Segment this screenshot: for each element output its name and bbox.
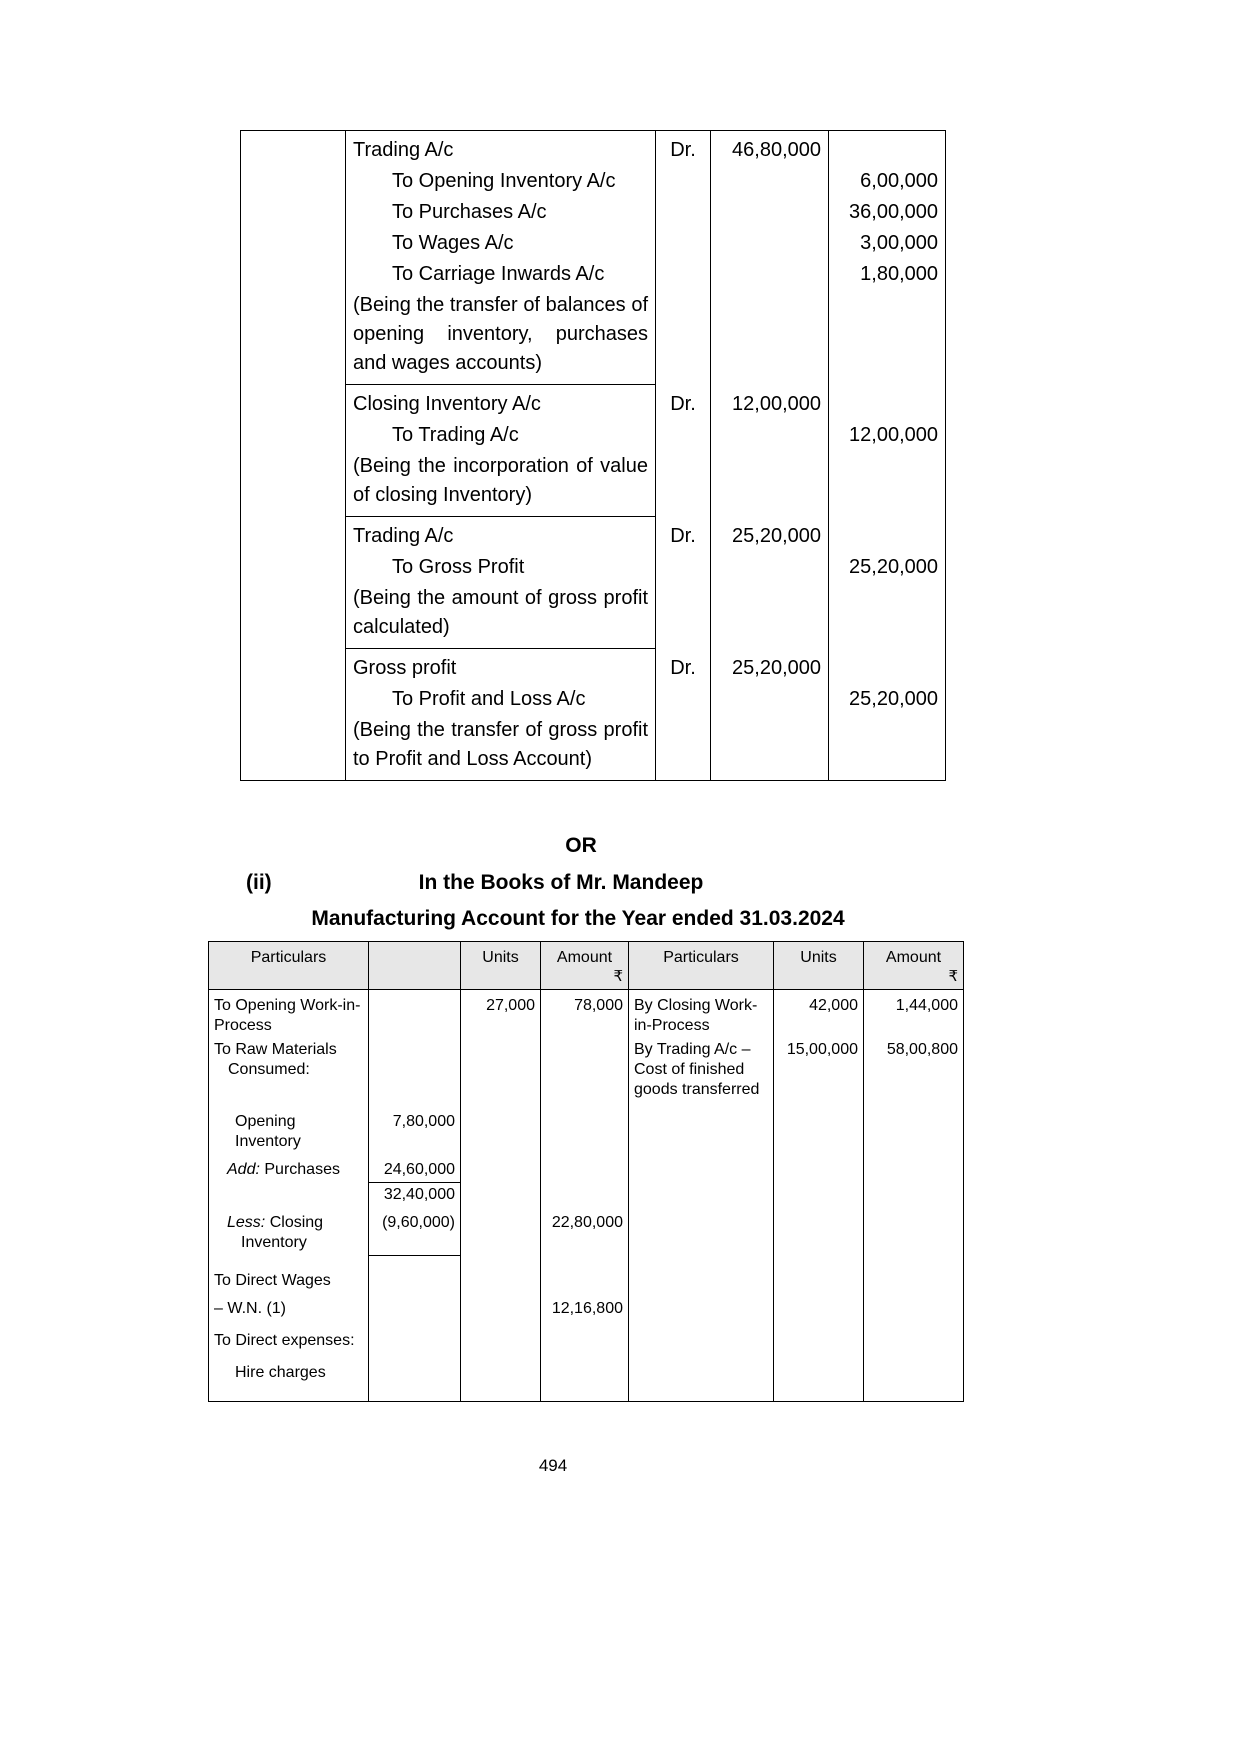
mfg-particulars-left-cell: To Raw Materials Consumed: <box>209 1038 369 1102</box>
journal-row <box>241 583 946 649</box>
journal-row <box>241 385 946 421</box>
journal-particulars-cell <box>346 290 656 385</box>
mfg-units-left-cell <box>461 1321 541 1353</box>
mfg-row <box>209 1353 964 1402</box>
journal-dr-cell: Dr. <box>656 649 711 685</box>
mfg-amount-left-cell <box>541 1255 629 1293</box>
mfg-particulars-left-cell <box>209 1183 369 1208</box>
mfg-amount-left-cell <box>541 1154 629 1183</box>
journal-credit-cell <box>829 649 946 685</box>
mfg-units-left-cell: 27,000 <box>461 990 541 1039</box>
mfg-particulars-right-cell <box>629 1293 774 1321</box>
journal-dr-cell <box>656 583 711 649</box>
account-name: To Wages A/c <box>392 232 514 254</box>
journal-date-cell <box>241 552 346 583</box>
mfg-units-right-cell <box>774 1183 864 1208</box>
journal-debit-cell <box>711 451 829 517</box>
mfg-amount-left-cell: 12,16,800 <box>541 1293 629 1321</box>
account-name: To Opening Inventory A/c <box>392 170 616 192</box>
journal-dr-cell <box>656 197 711 228</box>
mfg-units-left-cell <box>461 1038 541 1102</box>
account-title: Manufacturing Account for the Year ended 31.03.2024 <box>311 907 845 930</box>
mfg-units-right-cell: 42,000 <box>774 990 864 1039</box>
journal-date-cell <box>241 649 346 685</box>
mfg-amount-right-cell: 1,44,000 <box>864 990 964 1039</box>
mfg-amount-right-cell <box>864 1183 964 1208</box>
mfg-units-left-cell <box>461 1353 541 1402</box>
journal-date-cell <box>241 517 346 553</box>
journal-row <box>241 420 946 451</box>
journal-date-cell <box>241 684 346 715</box>
header-label: Amount <box>885 949 942 966</box>
mfg-units-left-cell <box>461 1293 541 1321</box>
mfg-amount-left-cell: 22,80,000 <box>541 1207 629 1255</box>
journal-debit-cell <box>711 228 829 259</box>
mfg-units-right-cell <box>774 1154 864 1183</box>
journal-row <box>241 290 946 385</box>
journal-date-cell <box>241 197 346 228</box>
mfg-amount-left-cell <box>541 1353 629 1402</box>
mfg-header-amount-left <box>541 942 629 990</box>
journal-credit-cell: 6,00,000 <box>829 166 946 197</box>
journal-row <box>241 166 946 197</box>
journal-row <box>241 517 946 553</box>
section-numeral: (ii) <box>246 871 272 894</box>
journal-debit-cell: 46,80,000 <box>711 131 829 167</box>
journal-particulars-cell <box>346 715 656 781</box>
journal-row <box>241 451 946 517</box>
rupee-symbol: ₹ <box>613 967 623 985</box>
journal-particulars-cell <box>346 451 656 517</box>
mfg-amount-left-cell <box>541 1321 629 1353</box>
journal-credit-cell <box>829 290 946 385</box>
mfg-units-left-cell <box>461 1154 541 1183</box>
journal-credit-cell <box>829 517 946 553</box>
mfg-subamount-cell: (9,60,000) <box>369 1207 461 1255</box>
item-label: Purchases <box>264 1161 340 1178</box>
mfg-units-left-cell <box>461 1102 541 1154</box>
journal-dr-cell <box>656 420 711 451</box>
journal-row <box>241 715 946 781</box>
journal-particulars-cell <box>346 583 656 649</box>
mfg-row <box>209 1293 964 1321</box>
journal-credit-cell <box>829 583 946 649</box>
mfg-subamount-cell <box>369 1353 461 1402</box>
account-name: To Gross Profit <box>392 556 525 578</box>
journal-row <box>241 228 946 259</box>
journal-debit-cell <box>711 420 829 451</box>
journal-credit-cell: 25,20,000 <box>829 684 946 715</box>
mfg-row <box>209 1183 964 1208</box>
journal-row <box>241 649 946 685</box>
journal-debit-cell <box>711 166 829 197</box>
mfg-amount-right-cell <box>864 1255 964 1293</box>
mfg-units-right-cell <box>774 1102 864 1154</box>
account-name: Closing Inventory A/c <box>353 393 541 415</box>
journal-debit-cell: 12,00,000 <box>711 385 829 421</box>
header-label: Particulars <box>250 949 327 966</box>
mfg-header-row <box>209 942 964 990</box>
page-number: 494 <box>538 1456 568 1475</box>
mfg-particulars-right-cell <box>629 1353 774 1402</box>
narration-text: (Being the transfer of balances of opening inventory, purchases and wages accounts) <box>353 294 648 374</box>
journal-particulars-cell <box>346 197 656 228</box>
journal-debit-cell <box>711 715 829 781</box>
mfg-subamount-cell <box>369 1255 461 1293</box>
mfg-row <box>209 990 964 1039</box>
header-label: Amount <box>556 949 613 966</box>
mfg-header-amount-right <box>864 942 964 990</box>
journal-particulars-cell <box>346 517 656 553</box>
mfg-particulars-left-cell: To Direct expenses: <box>209 1321 369 1353</box>
section-heading <box>208 871 914 901</box>
journal-debit-cell: 25,20,000 <box>711 649 829 685</box>
account-name: Trading A/c <box>353 525 454 547</box>
journal-debit-cell <box>711 552 829 583</box>
journal-particulars-cell <box>346 166 656 197</box>
mfg-particulars-right-cell <box>629 1183 774 1208</box>
mfg-units-right-cell <box>774 1353 864 1402</box>
account-name: To Purchases A/c <box>392 201 547 223</box>
mfg-amount-right-cell <box>864 1353 964 1402</box>
mfg-amount-right-cell: 58,00,800 <box>864 1038 964 1102</box>
mfg-subamount-cell: 7,80,000 <box>369 1102 461 1154</box>
mfg-units-right-cell <box>774 1321 864 1353</box>
journal-particulars-cell <box>346 228 656 259</box>
mfg-subamount-cell <box>369 1038 461 1102</box>
mfg-amount-right-cell <box>864 1293 964 1321</box>
mfg-subamount-cell <box>369 1321 461 1353</box>
journal-date-cell <box>241 715 346 781</box>
journal-dr-cell: Dr. <box>656 517 711 553</box>
item-label: Closing Inventory <box>241 1214 324 1251</box>
mfg-row <box>209 1154 964 1183</box>
journal-dr-cell <box>656 451 711 517</box>
mfg-row <box>209 1321 964 1353</box>
journal-dr-cell <box>656 684 711 715</box>
journal-credit-cell: 36,00,000 <box>829 197 946 228</box>
mfg-amount-left-cell <box>541 1038 629 1102</box>
narration-text: (Being the transfer of gross profit to Profit and Loss Account) <box>353 719 648 770</box>
journal-date-cell <box>241 166 346 197</box>
mfg-units-right-cell: 15,00,000 <box>774 1038 864 1102</box>
account-name: To Trading A/c <box>392 424 519 446</box>
journal-dr-cell: Dr. <box>656 385 711 421</box>
mfg-row <box>209 1038 964 1102</box>
mfg-subamount-cell <box>369 1293 461 1321</box>
journal-dr-cell <box>656 259 711 290</box>
less-label: Less: <box>227 1214 266 1231</box>
journal-debit-cell <box>711 290 829 385</box>
journal-row <box>241 197 946 228</box>
mfg-header-blank <box>369 942 461 990</box>
mfg-units-right-cell <box>774 1207 864 1255</box>
mfg-subamount-cell: 24,60,000 <box>369 1154 461 1183</box>
mfg-amount-right-cell <box>864 1207 964 1255</box>
journal-date-cell <box>241 290 346 385</box>
journal-particulars-cell <box>346 385 656 421</box>
journal-date-cell <box>241 451 346 517</box>
mfg-header-particulars-left <box>209 942 369 990</box>
journal-debit-cell <box>711 259 829 290</box>
section-title: In the Books of Mr. Mandeep <box>418 871 704 894</box>
mfg-amount-left-cell <box>541 1183 629 1208</box>
journal-particulars-cell <box>346 684 656 715</box>
manufacturing-account-table <box>208 941 964 1402</box>
mfg-header-units-left <box>461 942 541 990</box>
journal-credit-cell <box>829 131 946 167</box>
mfg-particulars-left-cell: To Direct Wages <box>209 1255 369 1293</box>
mfg-amount-left-cell: 78,000 <box>541 990 629 1039</box>
journal-debit-cell <box>711 583 829 649</box>
mfg-particulars-left-cell <box>209 1207 369 1255</box>
mfg-units-left-cell <box>461 1255 541 1293</box>
journal-dr-cell <box>656 290 711 385</box>
header-label: Units <box>800 949 837 966</box>
journal-row <box>241 684 946 715</box>
journal-particulars-cell <box>346 552 656 583</box>
account-name: To Profit and Loss A/c <box>392 688 586 710</box>
narration-text: (Being the amount of gross profit calculated) <box>353 587 648 638</box>
journal-debit-cell <box>711 197 829 228</box>
mfg-row <box>209 1255 964 1293</box>
mfg-subamount-cell: 32,40,000 <box>369 1183 461 1208</box>
mfg-subamount-cell <box>369 990 461 1039</box>
journal-credit-cell: 25,20,000 <box>829 552 946 583</box>
mfg-particulars-left-cell: Hire charges <box>209 1353 369 1402</box>
journal-credit-cell: 1,80,000 <box>829 259 946 290</box>
mfg-units-left-cell <box>461 1207 541 1255</box>
account-name: To Carriage Inwards A/c <box>392 263 605 285</box>
mfg-particulars-right-cell <box>629 1102 774 1154</box>
mfg-header-units-right <box>774 942 864 990</box>
journal-particulars-cell <box>346 131 656 167</box>
journal-dr-cell <box>656 715 711 781</box>
journal-row <box>241 259 946 290</box>
journal-date-cell <box>241 131 346 167</box>
mfg-row <box>209 1207 964 1255</box>
or-heading: OR <box>565 834 597 857</box>
mfg-particulars-right-cell: By Trading A/c – Cost of finished goods transferred <box>629 1038 774 1102</box>
mfg-particulars-right-cell <box>629 1207 774 1255</box>
header-label: Units <box>482 949 519 966</box>
journal-debit-cell <box>711 684 829 715</box>
account-name: Gross profit <box>353 657 457 679</box>
journal-entries-table <box>240 130 946 781</box>
journal-credit-cell <box>829 385 946 421</box>
mfg-units-right-cell <box>774 1255 864 1293</box>
journal-debit-cell: 25,20,000 <box>711 517 829 553</box>
mfg-particulars-right-cell <box>629 1255 774 1293</box>
journal-credit-cell: 12,00,000 <box>829 420 946 451</box>
narration-text: (Being the incorporation of value of closing Inventory) <box>353 455 648 506</box>
mfg-particulars-right-cell <box>629 1154 774 1183</box>
mfg-particulars-right-cell: By Closing Work-in-Process <box>629 990 774 1039</box>
journal-date-cell <box>241 228 346 259</box>
journal-date-cell <box>241 259 346 290</box>
journal-particulars-cell <box>346 649 656 685</box>
mfg-particulars-left-cell: To Opening Work-in-Process <box>209 990 369 1039</box>
mfg-particulars-left-cell <box>209 1154 369 1183</box>
mfg-row <box>209 1102 964 1154</box>
mfg-particulars-right-cell <box>629 1321 774 1353</box>
mfg-header-particulars-right <box>629 942 774 990</box>
journal-row <box>241 552 946 583</box>
journal-date-cell <box>241 420 346 451</box>
journal-dr-cell: Dr. <box>656 131 711 167</box>
journal-particulars-cell <box>346 420 656 451</box>
journal-date-cell <box>241 583 346 649</box>
account-name: Trading A/c <box>353 139 454 161</box>
journal-credit-cell <box>829 451 946 517</box>
journal-row <box>241 131 946 167</box>
mfg-amount-left-cell <box>541 1102 629 1154</box>
journal-credit-cell <box>829 715 946 781</box>
journal-dr-cell <box>656 228 711 259</box>
mfg-particulars-left-cell: Opening Inventory <box>209 1102 369 1154</box>
add-label: Add: <box>227 1161 260 1178</box>
rupee-symbol: ₹ <box>948 967 958 985</box>
journal-dr-cell <box>656 166 711 197</box>
journal-dr-cell <box>656 552 711 583</box>
journal-date-cell <box>241 385 346 421</box>
journal-credit-cell: 3,00,000 <box>829 228 946 259</box>
header-label: Particulars <box>663 949 739 966</box>
mfg-amount-right-cell <box>864 1321 964 1353</box>
mfg-amount-right-cell <box>864 1154 964 1183</box>
mfg-amount-right-cell <box>864 1102 964 1154</box>
mfg-units-left-cell <box>461 1183 541 1208</box>
mfg-particulars-left-cell: – W.N. (1) <box>209 1293 369 1321</box>
journal-particulars-cell <box>346 259 656 290</box>
mfg-units-right-cell <box>774 1293 864 1321</box>
